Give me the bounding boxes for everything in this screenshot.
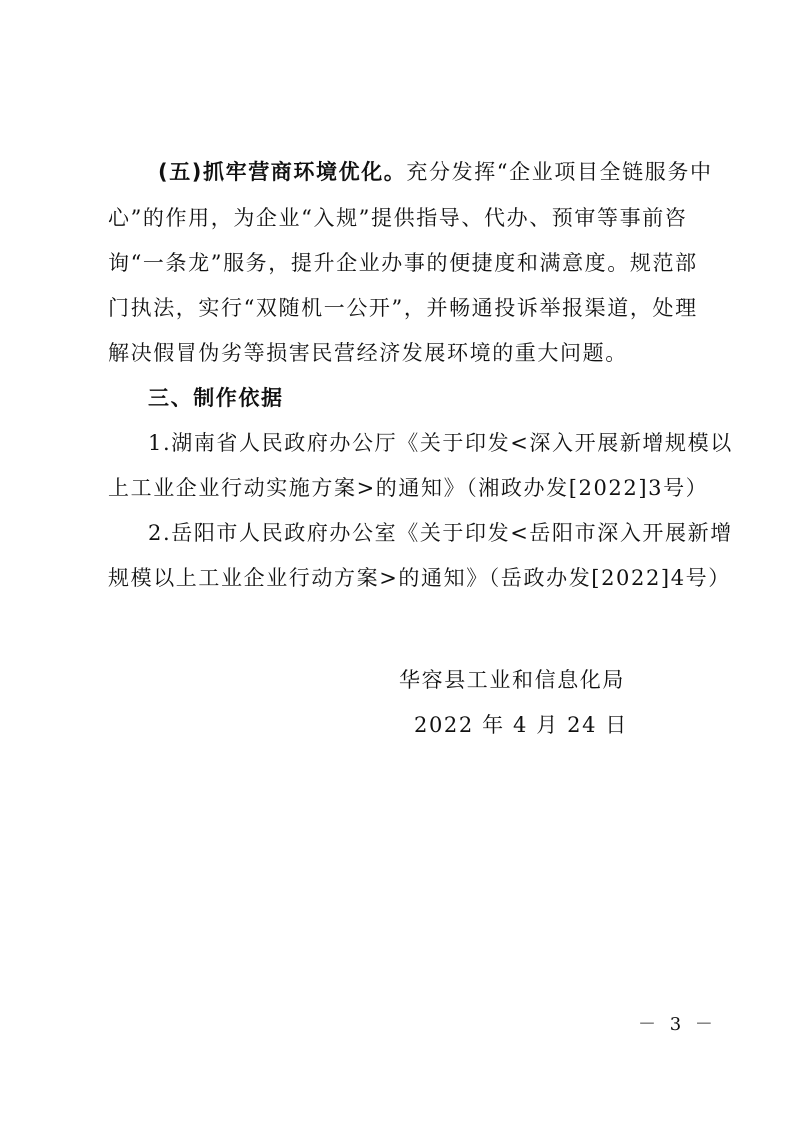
section5-line-2: 心”的作用，为企业“入规”提供指导、代办、预审等事前咨 [108, 206, 688, 230]
section5-line-4: 门执法，实行“双随机一公开”，并畅通投诉举报渠道，处理 [108, 296, 698, 320]
section5-line-5: 解决假冒伪劣等损害民营经济发展环境的重大问题。 [108, 341, 628, 365]
signature-org: 华容县工业和信息化局 [399, 668, 625, 692]
section5-line-1-text: 充分发挥“企业项目全链服务中 [406, 160, 713, 184]
basis-1-line-1: 1.湖南省人民政府办公厅《关于印发<深入开展新增规模以 [148, 431, 733, 455]
section5-heading: (五)抓牢营商环境优化。 [158, 160, 407, 184]
page-number: － 3 － [638, 1014, 717, 1035]
signature-date: 2022 年 4 月 24 日 [414, 713, 628, 737]
section5-line-3: 询“一条龙”服务，提升企业办事的便捷度和满意度。规范部 [108, 251, 698, 275]
basis-1-line-2: 上工业企业行动实施方案>的通知》（湘政办发[2022]3号） [108, 476, 709, 500]
section5-line-1 [158, 157, 713, 187]
basis-2-line-1: 2.岳阳市人民政府办公室《关于印发<岳阳市深入开展新增 [148, 521, 733, 545]
basis-2-line-2: 规模以上工业企业行动方案>的通知》（岳政办发[2022]4号） [108, 566, 731, 590]
section3-heading: 三、制作依据 [148, 386, 284, 410]
